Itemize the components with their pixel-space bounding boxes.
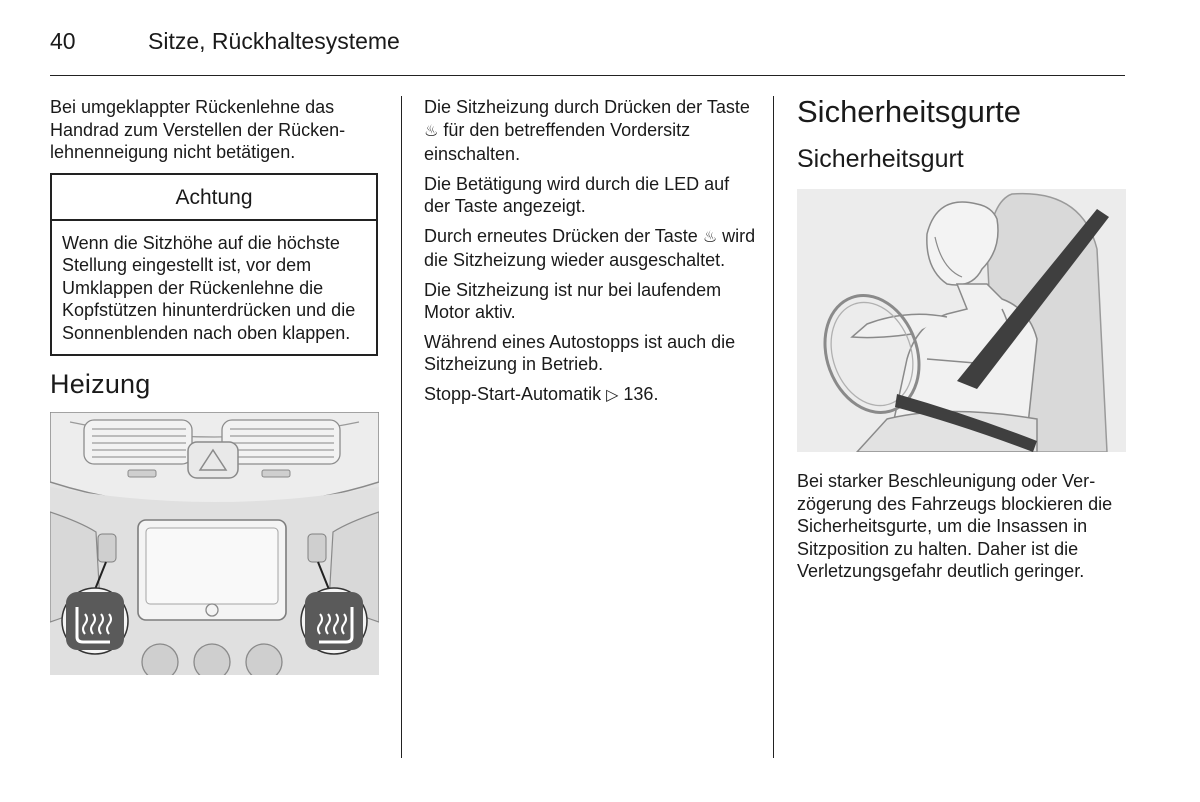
text-part: Durch erneutes Drücken der Taste [424, 225, 703, 246]
seat-heater-icon: ♨ [702, 228, 718, 246]
column-1 [50, 96, 380, 675]
seat-heater-icon [62, 588, 128, 654]
text-part: für den betreffenden Vordersitz einschalten. [424, 119, 691, 164]
page-number: 40 [50, 28, 76, 54]
seat-heater-icon [301, 588, 367, 654]
reference-page[interactable]: 136 [623, 383, 654, 404]
paragraph-reference [424, 383, 759, 408]
column-3 [797, 96, 1127, 583]
column-divider-right [773, 96, 774, 758]
subsection-title-sicherheitsgurt: Sicherheitsgurt [797, 145, 964, 173]
paragraph-seat-heater-on [424, 96, 759, 166]
warning-title: Achtung [52, 175, 376, 221]
column-divider-left [401, 96, 402, 758]
seatbelt-illustration [797, 189, 1126, 452]
text-part: wird die Sitzheizung wieder ausgeschaltet. [424, 225, 756, 270]
seatbelt-paragraph: Bei starker Beschleunigung oder Verzögerung des Fahrzeugs blockieren die Sicherheitsgurte, um die Insassen in Sitzposition zu halten. Daher ist die Verletzungsgefahr deutlich geringer. [797, 471, 1113, 581]
dashboard-illustration [50, 412, 379, 675]
warning-box [50, 173, 378, 357]
warning-text: Wenn die Sitzhöhe auf die höchste Stellung eingestellt ist, vor dem Umklappen der Rückenlehne die Kopfstützen hinunterdrücken und die Sonnenblenden nach oben klappen. [62, 232, 356, 343]
paragraph-autostop: Während eines Autostopps ist auch die Sitzheizung in Betrieb. [424, 331, 736, 374]
text-part: Die Sitzheizung durch Drücken der Taste [424, 97, 750, 117]
chapter-title: Sitze, Rückhaltesysteme [148, 28, 400, 54]
page-reference-arrow-icon: ▷ [606, 386, 619, 404]
header-rule [50, 75, 1125, 76]
intro-paragraph: Bei umgeklappter Rückenlehne das Handrad zum Verstellen der Rückenlehnenneigung nicht betätigen. [50, 97, 346, 162]
paragraph-led: Die Betätigung wird durch die LED auf der Taste angezeigt. [424, 173, 730, 216]
paragraph-engine: Die Sitzheizung ist nur bei laufendem Motor aktiv. [424, 279, 722, 322]
paragraph-seat-heater-off [424, 225, 759, 272]
seat-heater-icon: ♨ [424, 122, 439, 140]
column-2 [424, 96, 759, 414]
section-title-heizung: Heizung [50, 369, 151, 399]
text-part: . [653, 383, 659, 404]
section-title-sicherheitsgurte: Sicherheitsgurte [797, 94, 1022, 129]
reference-text: Stopp-Start-Automatik [424, 383, 607, 404]
